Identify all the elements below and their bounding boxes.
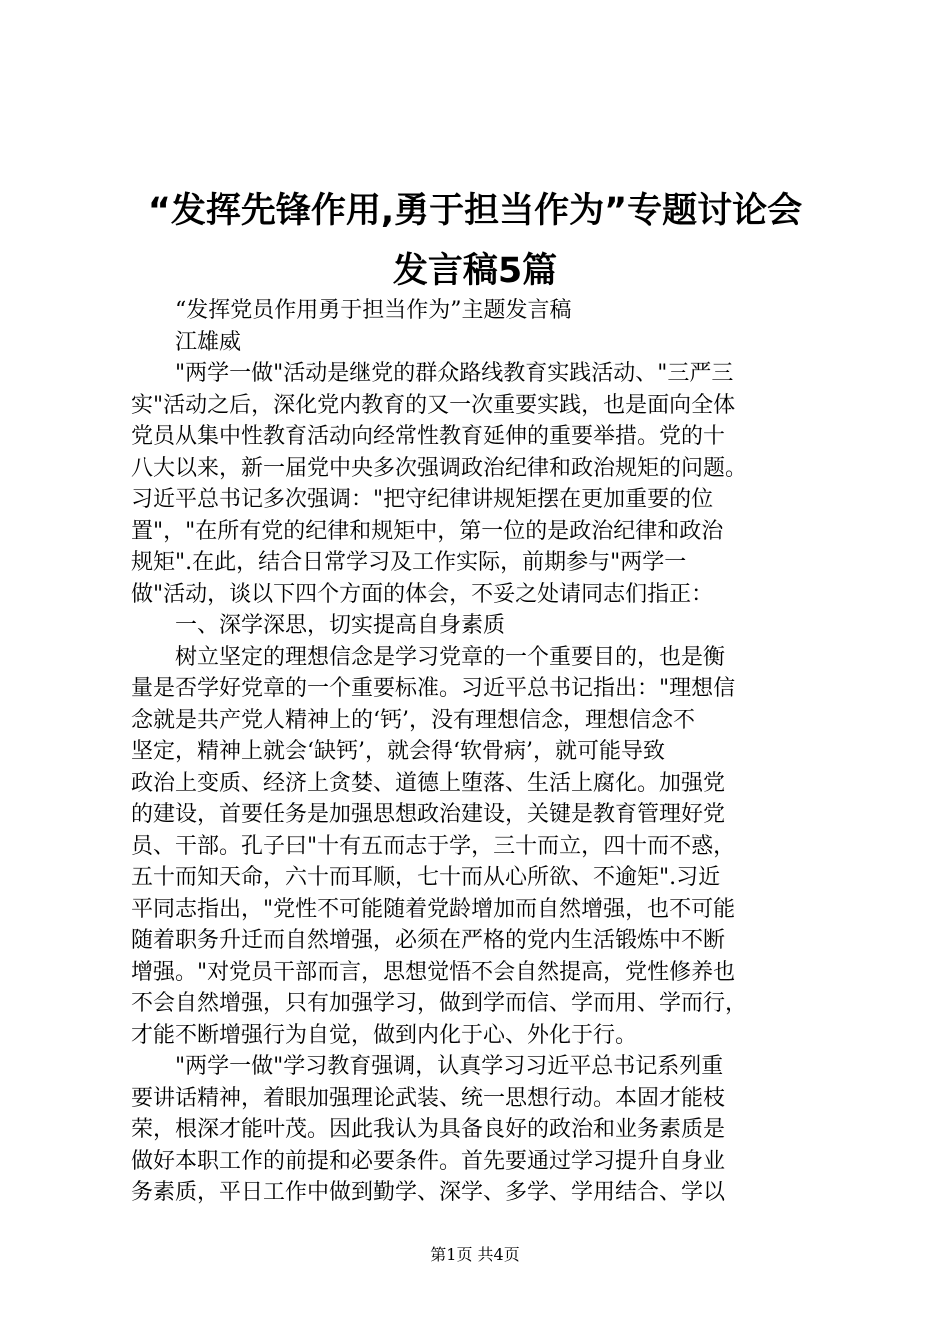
section-heading: 一、深学深思，切实提高自身素质	[175, 613, 506, 638]
paragraph-line: 念就是共产党人精神上的‘钙’，没有理想信念，理想信念不	[131, 707, 695, 733]
paragraph-line: 置"，"在所有党的纪律和规矩中，第一位的是政治纪律和政治	[131, 518, 724, 544]
document-title-line-1: “发挥先锋作用,勇于担当作为”专题讨论会	[147, 191, 803, 231]
paragraph-line: "两学一做"活动是继党的群众路线教育实践活动、"三严三	[175, 361, 734, 386]
document-title-line-2: 发言稿5篇	[392, 251, 558, 291]
page-number: 第1页 共4页	[430, 1245, 520, 1264]
paragraph-line: 八大以来，新一届党中央多次强调政治纪律和政治规矩的问题。	[131, 455, 748, 481]
paragraph-line: 才能不断增强行为自觉，做到内化于心、外化于行。	[131, 1022, 638, 1048]
paragraph-line: 员、干部。孔子曰"十有五而志于学，三十而立，四十而不惑，	[131, 833, 736, 859]
subtitle: “发挥党员作用勇于担当作为”主题发言稿	[175, 298, 572, 323]
paragraph-line: 荣，根深才能叶茂。因此我认为具备良好的政治和业务素质是	[131, 1117, 726, 1142]
paragraph-line: 平同志指出，"党性不可能随着党龄增加而自然增强，也不可能	[131, 896, 736, 922]
paragraph-line: 规矩".在此，结合日常学习及工作实际，前期参与"两学一	[131, 550, 687, 575]
paragraph-line: 不会自然增强，只有加强学习，做到学而信、学而用、学而行，	[131, 991, 748, 1016]
paragraph-line: 随着职务升迁而自然增强，必须在严格的党内生活锻炼中不断	[131, 928, 726, 953]
paragraph-line: 量是否学好党章的一个重要标准。习近平总书记指出："理想信	[131, 676, 736, 701]
author: 江雄威	[175, 329, 242, 355]
paragraph-line: 做"活动，谈以下四个方面的体会，不妥之处请同志们指正：	[131, 581, 714, 607]
paragraph-line: 坚定，精神上就会‘缺钙’，就会得‘软骨病’，就可能导致	[131, 739, 665, 764]
paragraph-line: 政治上变质、经济上贪婪、道德上堕落、生活上腐化。加强党	[131, 770, 726, 796]
paragraph-line: "两学一做"学习教育强调，认真学习习近平总书记系列重	[175, 1054, 724, 1079]
paragraph-line: 树立坚定的理想信念是学习党章的一个重要目的，也是衡	[175, 644, 726, 670]
paragraph-line: 实"活动之后，深化党内教育的又一次重要实践，也是面向全体	[131, 392, 736, 418]
document-body	[131, 295, 826, 1209]
paragraph-line: 做好本职工作的前提和必要条件。首先要通过学习提升自身业	[131, 1148, 726, 1174]
paragraph-line: 党员从集中性教育活动向经常性教育延伸的重要举措。党的十	[131, 424, 726, 449]
paragraph-line: 增强。"对党员干部而言，思想觉悟不会自然提高，党性修养也	[131, 959, 736, 985]
paragraph-line: 的建设，首要任务是加强思想政治建设，关键是教育管理好党	[131, 802, 726, 827]
paragraph-line: 习近平总书记多次强调："把守纪律讲规矩摆在更加重要的位	[131, 487, 714, 512]
paragraph-line: 要讲话精神，着眼加强理论武装、统一思想行动。本固才能枝	[131, 1085, 726, 1111]
paragraph-line: 五十而知天命，六十而耳顺，七十而从心所欲、不逾矩".习近	[131, 865, 721, 890]
paragraph-line: 务素质，平日工作中做到勤学、深学、多学、学用结合、学以	[131, 1180, 726, 1205]
